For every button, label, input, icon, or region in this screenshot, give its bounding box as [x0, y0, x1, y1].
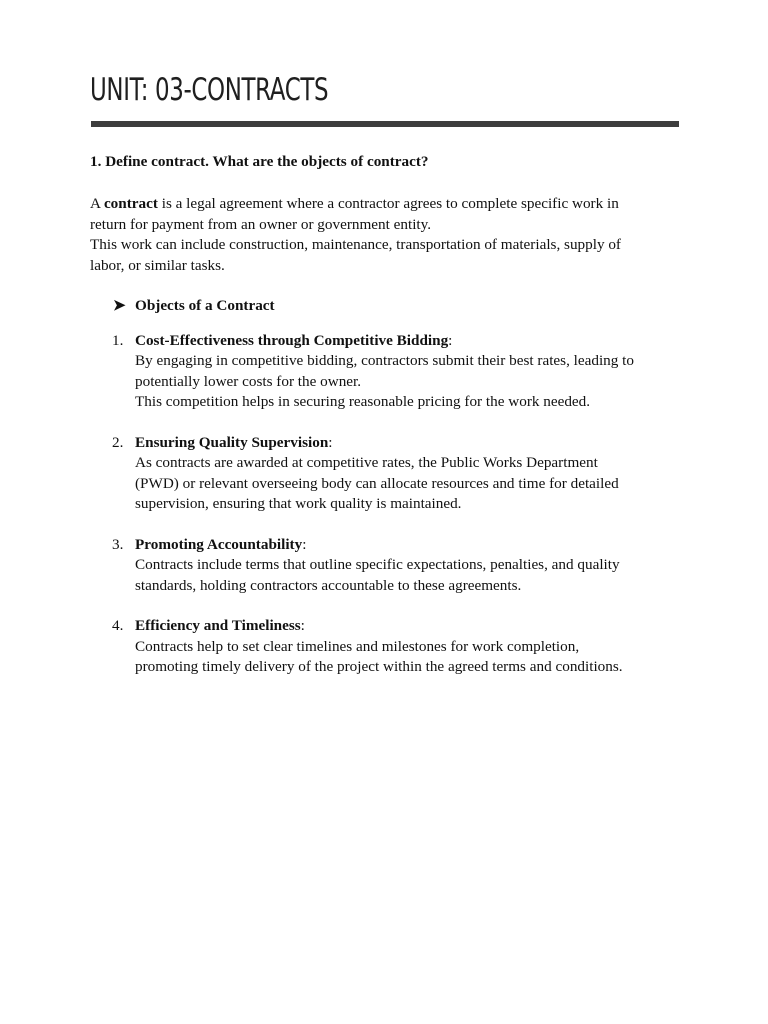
objects-heading-label: Objects of a Contract [135, 297, 275, 314]
arrow-bullet-icon: ➤ [113, 298, 126, 314]
list-item-title: Efficiency and Timeliness: [135, 617, 305, 634]
list-item-title: Ensuring Quality Supervision: [135, 433, 333, 451]
definition-line1-rest: is a legal agreement where a contractor agrees to complete specific work in [157, 195, 619, 212]
list-item [90, 535, 680, 597]
list-item-name: Promoting Accountability [135, 535, 303, 553]
list-item-number: 3. [112, 535, 124, 553]
list-item-line: As contracts are awarded at competitive rates, the Public Works Department [135, 454, 598, 471]
list-item-name: Cost-Effectiveness through Competitive Bidding [135, 331, 449, 349]
objects-heading [113, 296, 680, 317]
definition-line-1 [90, 194, 680, 215]
list-item [90, 331, 680, 413]
list-item-number: 4. [112, 617, 124, 634]
definition-line-2: return for payment from an owner or government entity. [90, 215, 432, 233]
title-rule [91, 121, 679, 127]
list-item-name: Efficiency and Timeliness [135, 617, 301, 634]
question-heading: 1. Define contract. What are the objects of contract? [90, 153, 429, 170]
list-item-line: This competition helps in securing reasonable pricing for the work needed. [135, 393, 591, 410]
list-item-line: (PWD) or relevant overseeing body can allocate resources and time for detailed [135, 474, 619, 492]
document-body [90, 150, 680, 698]
definition-line-4: labor, or similar tasks. [90, 256, 225, 274]
list-item-title: Cost-Effectiveness through Competitive Bidding: [135, 331, 453, 349]
list-item-line: supervision, ensuring that work quality is maintained. [135, 495, 462, 512]
list-item-number: 2. [112, 433, 124, 451]
list-item-line: Contracts help to set clear timelines and milestones for work completion, [135, 637, 580, 655]
list-item-line: promoting timely delivery of the project within the agreed terms and conditions. [135, 658, 623, 675]
list-item-line: potentially lower costs for the owner. [135, 372, 362, 390]
objects-list [90, 331, 680, 678]
list-item [90, 433, 680, 515]
list-item-title: Promoting Accountability: [135, 535, 307, 553]
list-item-name: Ensuring Quality Supervision [135, 433, 329, 451]
definition-line-3: This work can include construction, maintenance, transportation of materials, supply of [90, 236, 621, 253]
definition-prefix: A [90, 195, 104, 212]
definition-term: contract [103, 195, 158, 212]
list-item-line: Contracts include terms that outline specific expectations, penalties, and quality [135, 556, 620, 573]
definition-paragraph [90, 194, 680, 276]
list-item [90, 616, 680, 678]
list-item-line: By engaging in competitive bidding, contractors submit their best rates, leading to [135, 352, 634, 369]
unit-title: UNIT: 03-CONTRACTS [90, 72, 329, 108]
list-item-line: standards, holding contractors accountable to these agreements. [135, 576, 522, 594]
list-item-number: 1. [112, 331, 124, 349]
